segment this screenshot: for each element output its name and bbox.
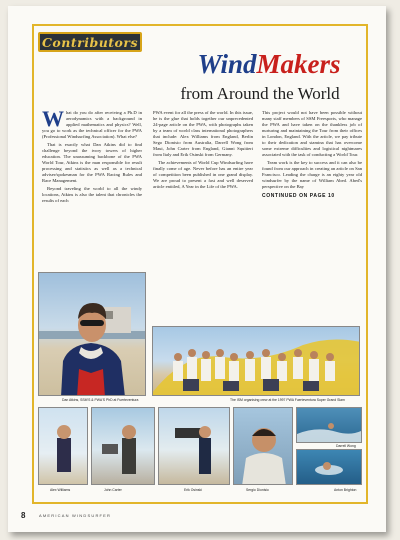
swimmer-illustration [297, 450, 362, 485]
page-frame [32, 24, 368, 504]
text-column-3 [262, 110, 362, 199]
photographer-illustration [39, 408, 88, 485]
photo-caption: Alex Williams [50, 488, 71, 492]
article-title [174, 50, 364, 78]
photo-caption: Anton Brighton [334, 488, 357, 492]
photographer-photo-5 [296, 407, 362, 443]
group-caption: The ISM organising crew at the 1997 PWA Fuerteventura Super Grand Slam [230, 398, 345, 402]
paragraph: This project would not have been possible without many staff members of SSM Freesports, who manage the PWA and have taken on the thankless job of nurturing and maintaining the Tour from their offices in London, England. With the article, we pay tribute to their dedication and stamina that has overcome some extreme difficulties and logistical nightmares associated with the task of conducting a World Tour. [262, 110, 362, 158]
title-part1: Wind [197, 49, 257, 79]
photo-caption: Erik Osinski [184, 488, 202, 492]
photographer-photo-3 [158, 407, 230, 485]
section-label: Contributors [41, 34, 139, 50]
photographer-illustration [159, 408, 230, 485]
photographer-illustration [92, 408, 155, 485]
magazine-name: AMERICAN WINDSURFER [39, 513, 112, 518]
text-column-1 [42, 106, 142, 205]
paragraph: Beyond traveling the world to all the windy locations, Atkins is also the talent that chronicles the results of each [42, 185, 142, 203]
group-photo [152, 326, 360, 396]
continued-note: CONTINUED ON PAGE 10 [262, 193, 335, 200]
portrait-illustration [39, 273, 146, 396]
paragraph: What do you do after receiving a Ph.D in aerodynamics with a background in applied mathematics and physics? Well, you go to work as the technical officer for the PWA (Professional Windsurfing Association). What else? [42, 106, 142, 140]
photographer-illustration [234, 408, 293, 485]
portrait-photo [38, 272, 146, 396]
paragraph: That is exactly what Dan Atkins did to find challenge beyond the ivory towers of higher education. The unassuming backbone of the PWA World Tour, Atkins is the man responsible for result processing and statistics as well as a technical adviser/spokesman for the PWA Racing Rules and Race Management. [42, 141, 142, 184]
portrait-caption: Dan Atkins, SSM'S & PWA'S PhD at Fuerteventura [62, 398, 139, 402]
magazine-page [8, 6, 386, 532]
drop-cap: W [42, 106, 64, 131]
photographer-photo-2 [91, 407, 155, 485]
article-subtitle: from Around the World [180, 84, 340, 103]
page-number: 8 [21, 511, 26, 520]
photo-caption: Darrell Wong [336, 444, 356, 448]
text-column-2 [153, 110, 253, 192]
photographer-photo-6 [296, 449, 362, 485]
paragraph: The achievements of World Cup Windsurfing have finally come of age. Never before has an entire year of competition been published in one grand display. We are proud to present a fast and well deserved article entitled, A Year in the Life of the PWA. [153, 159, 253, 190]
photo-caption: Sergio Dionisio [246, 488, 269, 492]
paragraph: Team work is the key to success and it can also be found from our approach in creating an article on San Francisco. Leading the charge is an eighty year old windsurfer by the name of William Abed. Abed's perspective on the Bay [262, 159, 362, 190]
surfer-illustration [297, 408, 362, 443]
photographer-photo-1 [38, 407, 88, 485]
title-part2: Makers [256, 49, 341, 79]
page-footer [21, 511, 381, 521]
photographer-photo-4 [233, 407, 293, 485]
section-badge [38, 32, 142, 52]
group-illustration [153, 327, 360, 396]
photo-caption: John Carter [104, 488, 122, 492]
paragraph: PWA event for all the press of the world. In this issue, he is the glue that holds together our unprecedented 24-page article on the PWA, with photographs taken by a team of world class international photographers that include: Alex Williams from England, Berlin Sego Dionisio from Australia, Darrell Wong from Maui, John Carter from England, Gianni Squitieri from Italy and Erik Osinski from Germany. [153, 110, 253, 158]
